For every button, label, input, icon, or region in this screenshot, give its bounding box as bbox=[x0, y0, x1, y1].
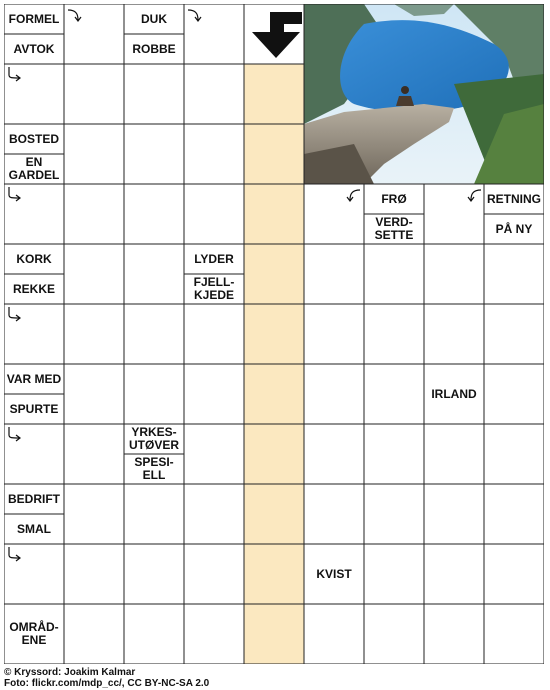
answer-cell[interactable] bbox=[4, 544, 64, 604]
solution-cell[interactable] bbox=[244, 184, 304, 244]
solution-cell[interactable] bbox=[244, 244, 304, 304]
clue-kork: KORK bbox=[4, 244, 64, 274]
clue-fjellkjede: FJELL-KJEDE bbox=[184, 274, 244, 304]
answer-cell[interactable] bbox=[364, 544, 424, 604]
answer-cell[interactable] bbox=[304, 604, 364, 664]
answer-cell[interactable] bbox=[184, 544, 244, 604]
clue-lyder: LYDER bbox=[184, 244, 244, 274]
answer-cell[interactable] bbox=[484, 604, 544, 664]
clue-kvist: KVIST bbox=[304, 544, 364, 604]
answer-cell[interactable] bbox=[184, 184, 244, 244]
fjord-cliff-photo bbox=[304, 4, 544, 184]
clue-duk: DUK bbox=[124, 4, 184, 34]
answer-cell[interactable] bbox=[4, 424, 64, 484]
answer-cell[interactable] bbox=[484, 244, 544, 304]
answer-cell[interactable] bbox=[124, 364, 184, 424]
clue-bosted: BOSTED bbox=[4, 124, 64, 154]
solution-cell[interactable] bbox=[244, 544, 304, 604]
answer-cell[interactable] bbox=[364, 604, 424, 664]
clue-pa-ny: PÅ NY bbox=[484, 214, 544, 244]
answer-cell[interactable] bbox=[64, 544, 124, 604]
answer-cell[interactable] bbox=[64, 304, 124, 364]
solution-cell[interactable] bbox=[244, 484, 304, 544]
clue-spesiell: SPESI-ELL bbox=[124, 454, 184, 484]
answer-cell[interactable] bbox=[364, 484, 424, 544]
answer-cell[interactable] bbox=[424, 424, 484, 484]
clue-rekke: REKKE bbox=[4, 274, 64, 304]
answer-cell[interactable] bbox=[184, 64, 244, 124]
answer-cell[interactable] bbox=[124, 184, 184, 244]
answer-cell[interactable] bbox=[424, 304, 484, 364]
answer-cell[interactable] bbox=[124, 64, 184, 124]
answer-cell[interactable] bbox=[424, 544, 484, 604]
answer-cell[interactable] bbox=[364, 304, 424, 364]
answer-cell[interactable] bbox=[4, 64, 64, 124]
solution-cell[interactable] bbox=[244, 364, 304, 424]
clue-fro: FRØ bbox=[364, 184, 424, 214]
answer-cell[interactable] bbox=[184, 124, 244, 184]
answer-cell[interactable] bbox=[184, 364, 244, 424]
answer-cell[interactable] bbox=[184, 4, 244, 64]
answer-cell[interactable] bbox=[184, 424, 244, 484]
answer-cell[interactable] bbox=[304, 424, 364, 484]
clue-var-med: VAR MED bbox=[4, 364, 64, 394]
solution-cell[interactable] bbox=[244, 424, 304, 484]
answer-cell[interactable] bbox=[184, 304, 244, 364]
answer-cell[interactable] bbox=[424, 244, 484, 304]
answer-cell[interactable] bbox=[304, 364, 364, 424]
answer-cell[interactable] bbox=[184, 484, 244, 544]
answer-cell[interactable] bbox=[64, 124, 124, 184]
answer-cell[interactable] bbox=[64, 4, 124, 64]
answer-cell[interactable] bbox=[64, 244, 124, 304]
answer-cell[interactable] bbox=[124, 604, 184, 664]
clue-verdsette: VERD-SETTE bbox=[364, 214, 424, 244]
answer-cell[interactable] bbox=[364, 244, 424, 304]
clue-en-gardel: EN GARDEL bbox=[4, 154, 64, 184]
answer-cell[interactable] bbox=[64, 64, 124, 124]
credit-crossword: © Kryssord: Joakim Kalmar bbox=[4, 667, 136, 678]
clue-spurte: SPURTE bbox=[4, 394, 64, 424]
answer-cell[interactable] bbox=[124, 244, 184, 304]
answer-cell[interactable] bbox=[184, 604, 244, 664]
answer-cell[interactable] bbox=[124, 544, 184, 604]
answer-cell[interactable] bbox=[304, 184, 364, 244]
answer-cell[interactable] bbox=[124, 304, 184, 364]
answer-cell[interactable] bbox=[484, 544, 544, 604]
answer-cell[interactable] bbox=[424, 484, 484, 544]
clue-omradene: OMRÅD-ENE bbox=[4, 604, 64, 664]
credits bbox=[4, 667, 209, 689]
clue-yrkesutover: YRKES-UTØVER bbox=[124, 424, 184, 454]
solution-column-arrow bbox=[244, 4, 304, 64]
answer-cell[interactable] bbox=[424, 604, 484, 664]
solution-cell[interactable] bbox=[244, 304, 304, 364]
answer-cell[interactable] bbox=[484, 304, 544, 364]
clue-robbe: ROBBE bbox=[124, 34, 184, 64]
answer-cell[interactable] bbox=[4, 184, 64, 244]
answer-cell[interactable] bbox=[424, 184, 484, 244]
solution-cell[interactable] bbox=[244, 124, 304, 184]
answer-cell[interactable] bbox=[64, 604, 124, 664]
answer-cell[interactable] bbox=[64, 424, 124, 484]
crossword-grid bbox=[4, 4, 544, 664]
clue-formel: FORMEL bbox=[4, 4, 64, 34]
clue-smal: SMAL bbox=[4, 514, 64, 544]
answer-cell[interactable] bbox=[364, 424, 424, 484]
solution-cell[interactable] bbox=[244, 64, 304, 124]
clue-retning: RETNING bbox=[484, 184, 544, 214]
answer-cell[interactable] bbox=[304, 484, 364, 544]
clue-bedrift: BEDRIFT bbox=[4, 484, 64, 514]
answer-cell[interactable] bbox=[124, 484, 184, 544]
answer-cell[interactable] bbox=[304, 244, 364, 304]
clue-avtok: AVTOK bbox=[4, 34, 64, 64]
answer-cell[interactable] bbox=[484, 424, 544, 484]
answer-cell[interactable] bbox=[484, 484, 544, 544]
clue-irland: IRLAND bbox=[424, 364, 484, 424]
credit-photo: Foto: flickr.com/mdp_cc/, CC BY-NC-SA 2.0 bbox=[4, 678, 210, 689]
answer-cell[interactable] bbox=[64, 484, 124, 544]
answer-cell[interactable] bbox=[64, 364, 124, 424]
answer-cell[interactable] bbox=[304, 304, 364, 364]
answer-cell[interactable] bbox=[64, 184, 124, 244]
answer-cell[interactable] bbox=[484, 364, 544, 424]
solution-cell[interactable] bbox=[244, 604, 304, 664]
answer-cell[interactable] bbox=[4, 304, 64, 364]
answer-cell[interactable] bbox=[124, 124, 184, 184]
answer-cell[interactable] bbox=[364, 364, 424, 424]
